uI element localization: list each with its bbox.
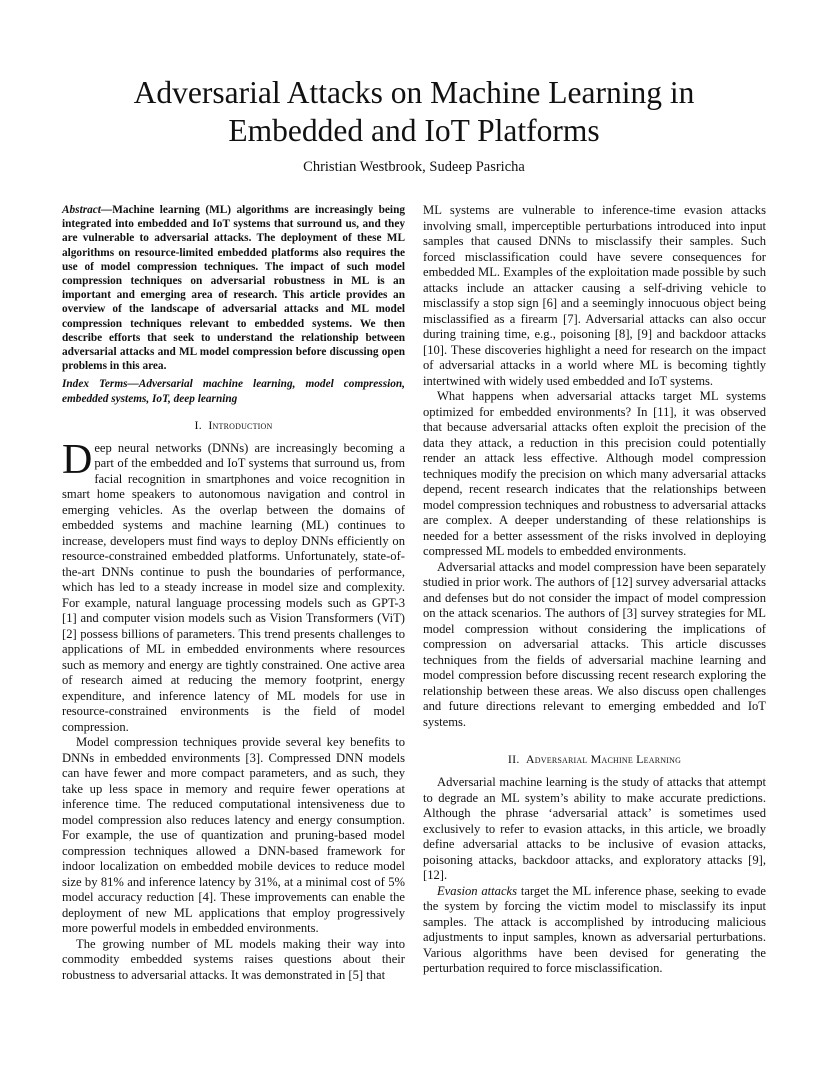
author-list: Christian Westbrook, Sudeep Pasricha [303, 159, 525, 175]
intro-paragraph-5: Adversarial attacks and model compression have been separately studied in prior work. The authors of [12] survey adversarial attacks and defenses but do not consider the impact of model compression on the attack scenarios. The authors of [3] survey strategies for ML model compression without considering the implications of compression on adversarial attacks. This article discusses techniques from the fields of adversarial machine learning and model compression before discussing recent research exploring the relationship between these areas. We also discuss open challenges and future directions relevant to emerging embedded and IoT systems. [423, 559, 766, 729]
adv-ml-paragraph-2-text: target the ML inference phase, seeking to evade the system by forcing the victim model to misclassify its input samples. The attack is accomplished by introducing malicious adjustments to input samples, known as adversarial perturbations. Various algorithms have been devised for generating the perturbation required to force misclassification. [423, 883, 766, 975]
intro-paragraph-3-start [62, 937, 405, 984]
abstract [62, 203, 405, 373]
section-heading-adversarial-ml [423, 752, 766, 767]
title-line-2: Embedded and IoT Platforms [228, 113, 600, 148]
left-column [62, 203, 405, 983]
abstract-label: Abstract [62, 204, 101, 216]
section-number: II. [507, 752, 520, 766]
intro-paragraph-1 [62, 436, 405, 736]
section-heading-introduction [62, 418, 405, 433]
adv-ml-paragraph-2 [423, 884, 766, 977]
section-number: I. [194, 417, 202, 432]
intro-paragraph-3-text: The growing number of ML models making their way into commodity embedded systems raises questions about their robustness to adversarial attacks. It was demonstrated in [5] that [62, 936, 405, 982]
evasion-attacks-term: Evasion attacks [437, 883, 518, 898]
adv-ml-paragraph-1: Adversarial machine learning is the study of attacks that attempt to degrade an ML system’s ability to make accurate predictions. Although the phrase ‘adversarial attack’ is sometimes used exclusively to refer to evasion attacks, in this article, we broadly define adversarial attacks to be inclusive of evasion attacks, poisoning attacks, backdoor attacks, and exploratory attacks [9], [12]. [423, 775, 766, 882]
right-column [423, 203, 766, 977]
title-line-1: Adversarial Attacks on Machine Learning in [133, 75, 695, 110]
intro-paragraph-1-text: eep neural networks (DNNs) are increasingly becoming a part of the embedded and IoT systems that surround us, from facial recognition in smartphones and voice recognition in smart home speakers to autonomous navigation and control in emerging vehicles. As the overlap between the domains of embedded systems and machine learning (ML) continues to increase, developers must find ways to deploy DNNs efficiently on resource-constrained embedded platforms. Unfortunately, state-of-the-art DNNs continue to push the boundaries of performance, which has led to a steady increase in model size and complexity. For example, natural language processing models such as GPT-3 [1] and computer vision models such as Vision Transformers (ViT) [2] possess billions of parameters. This trend presents challenges to applications of ML in embedded environments where resources such as memory and energy are tightly constrained. One active area of research aimed at reducing the memory footprint, energy expenditure, and inference latency of ML models for use in resource-constrained environments is the field of model compression. [62, 440, 405, 734]
section-title: Introduction [208, 417, 273, 432]
intro-paragraph-3-continued: ML systems are vulnerable to inference-time evasion attacks involving small, imperceptible perturbations introduced into input samples that caused DNNs to misclassify their samples. Such forced misclassification could have severe consequences for embedded ML. Examples of the exploitation made possible by such attacks include an attacker causing a self-driving vehicle to misclassify a stop sign [6] and a seemingly innocuous object being misclassified as a firearm [7]. Adversarial attacks can also occur during training time, e.g., poisoning [8], [9] and backdoor attacks [10]. These discoveries highlight a need for research on the impact of adversarial attacks in a world where ML is becoming tightly intertwined with widely used embedded and IoT systems. [423, 203, 766, 388]
paper-title [0, 74, 828, 150]
drop-cap: D [62, 436, 93, 483]
intro-paragraph-4: What happens when adversarial attacks target ML systems optimized for embedded environments? In [11], it was observed that because adversarial attacks often exploit the precision of the data they attack, a reduction in this precision could potentially render an attack less effective. Although model compression techniques modify the precision on which many adversarial attacks depend, recent research indicates that the relationships between model compression techniques and robustness to adversarial attacks are complex. A deeper understanding of these relationships is needed for a better assessment of the risks involved in deploying compressed ML models to embedded environments. [423, 389, 766, 558]
intro-paragraph-2: Model compression techniques provide several key benefits to DNNs in embedded environments [3]. Compressed DNN models can have fewer and more compact parameters, and as such, they take up less space in memory and require fewer operations at inference time. The reduced computational intensiveness due to model compression also reduces latency and energy consumption. For example, the use of quantization and pruning-based model compression techniques allowed a DNN-based framework for indoor localization on embedded mobile devices to reduce model size by 81% and inference latency by 31%, at a minimal cost of 5% model accuracy reduction [4]. These improvements can enable the deployment of new ML applications that employ progressively more powerful models in embedded environments. [62, 735, 405, 936]
abstract-text: —Machine learning (ML) algorithms are increasingly being integrated into embedded and IoT systems that surround us, and they are vulnerable to adversarial attacks. The deployment of these ML algorithms on resource-limited embedded platforms also requires the use of model compression techniques. The impact of such model compression techniques on adversarial robustness in ML is an important and emerging area of research. This article provides an overview of the landscape of adversarial attacks and ML model compression techniques relevant to embedded systems. We then describe efforts that seek to understand the relationship between adversarial attacks and ML model compression before discussing open problems in this area. [62, 204, 405, 373]
section-title: Adversarial Machine Learning [525, 752, 682, 766]
index-terms: Index Terms—Adversarial machine learning, model compression, embedded systems, IoT, deep learning [62, 378, 405, 405]
